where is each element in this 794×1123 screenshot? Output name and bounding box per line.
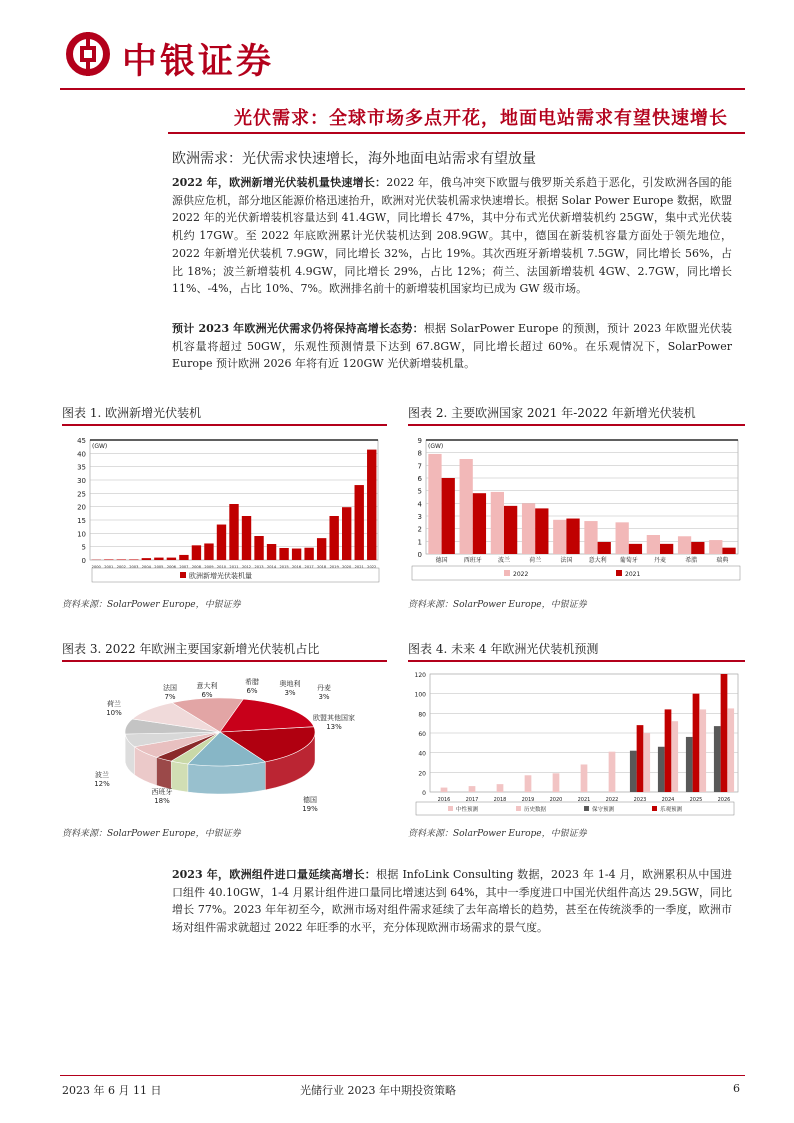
bar	[267, 544, 276, 560]
figure-3-title: 图表 3. 2022 年欧洲主要国家新增光伏装机占比	[62, 642, 320, 656]
x-tick-label: 德国	[435, 557, 448, 564]
figure-4-title: 图表 4. 未来 4 年欧洲光伏装机预测	[408, 642, 599, 656]
bar	[629, 544, 642, 554]
bar	[504, 506, 517, 554]
x-tick-label: 2025	[689, 797, 703, 803]
paragraph-1	[172, 174, 732, 298]
figure-3-source: 资料来源：SolarPower Europe，中银证券	[62, 829, 241, 839]
brand-name: 中银证券	[122, 41, 275, 82]
x-tick-label: 2019	[329, 565, 339, 569]
legend-swatch	[448, 806, 453, 811]
figure-2-source: 资料来源：SolarPower Europe，中银证券	[408, 600, 587, 610]
x-tick-label: 荷兰	[529, 557, 542, 564]
paragraph-3	[172, 866, 732, 937]
y-axis-unit: (GW)	[428, 443, 444, 450]
pie-label-name: 意大利	[196, 682, 218, 690]
x-tick-label: 2002	[116, 565, 126, 569]
bar	[104, 559, 113, 560]
x-tick-label: 2010	[216, 565, 227, 569]
bar	[491, 492, 504, 554]
bar	[355, 485, 364, 560]
x-tick-label: 希腊	[685, 557, 698, 564]
bar	[525, 775, 532, 792]
y-tick-label: 20	[77, 503, 86, 512]
x-tick-label: 西班牙	[463, 557, 482, 564]
y-tick-label: 2	[417, 525, 422, 534]
bar	[671, 721, 678, 792]
bar	[469, 786, 476, 792]
bar	[647, 535, 660, 554]
y-tick-label: 20	[418, 770, 426, 778]
bar	[497, 784, 504, 792]
x-tick-label: 意大利	[588, 557, 607, 564]
x-tick-label: 丹麦	[653, 557, 667, 564]
bar	[584, 521, 597, 554]
bar	[643, 733, 650, 792]
bar	[609, 752, 616, 792]
bar	[217, 525, 226, 560]
subheading: 欧洲需求：光伏需求快速增长，海外地面电站需求有望放量	[172, 151, 536, 167]
bar	[179, 555, 188, 560]
x-tick-label: 2019	[521, 797, 535, 803]
x-tick-label: 2023	[633, 797, 647, 803]
bar	[699, 709, 706, 792]
y-tick-label: 1	[417, 538, 422, 547]
bar	[721, 674, 728, 792]
figure-1-source: 资料来源：SolarPower Europe，中银证券	[62, 600, 241, 610]
y-tick-label: 7	[417, 462, 422, 471]
figure-4-chart	[408, 662, 745, 822]
y-tick-label: 0	[422, 790, 426, 797]
y-tick-label: 4	[417, 500, 422, 509]
pie-label-value: 6%	[201, 691, 213, 699]
logo-square	[80, 46, 96, 62]
legend-label: 2021	[625, 571, 641, 578]
bar	[329, 516, 338, 560]
figure-2-rule	[408, 424, 745, 426]
bar	[660, 544, 673, 554]
y-tick-label: 35	[77, 463, 86, 472]
y-tick-label: 0	[417, 551, 422, 559]
pie-label-name: 希腊	[245, 678, 259, 686]
legend-swatch	[516, 806, 521, 811]
x-tick-label: 葡萄牙	[619, 557, 638, 564]
x-tick-label: 2018	[317, 565, 327, 569]
x-tick-label: 2022	[367, 565, 377, 569]
bar	[714, 726, 721, 792]
bar	[566, 519, 579, 554]
legend-label: 2022	[513, 571, 529, 578]
x-tick-label: 2015	[279, 565, 289, 569]
legend-swatch	[180, 572, 186, 578]
y-tick-label: 15	[77, 517, 86, 525]
page-number: 6	[733, 1082, 740, 1095]
x-tick-label: 2000	[91, 565, 101, 569]
bar	[154, 558, 163, 560]
pie-label-value: 13%	[326, 723, 342, 731]
pie-label-value: 3%	[284, 689, 296, 697]
bar	[598, 542, 611, 554]
figure-2-chart	[408, 428, 745, 588]
x-tick-label: 2014	[266, 565, 277, 569]
bar	[367, 450, 376, 560]
bar	[129, 559, 138, 560]
figure-3-chart	[62, 662, 387, 817]
bar	[535, 508, 548, 554]
y-tick-label: 10	[77, 530, 86, 539]
bar	[691, 542, 704, 554]
pie-label-value: 12%	[94, 780, 110, 788]
bar	[678, 536, 691, 554]
paragraph-1-lead: 2022 年，欧洲新增光伏装机量快速增长：	[172, 176, 387, 189]
paragraph-3-body: 根据 InfoLink Consulting 数据，2023 年 1-4 月，欧洲累积从中国进口组件 40.10GW，1-4 月累计组件进口量同比增速达到 64%，其中一季度进口中国光伏组件高达 29.5GW，同比增长 77%。2023 年年初至今，欧洲市场对组件需求延续了去年高增长的趋势，甚至在传统淡季的一季度，欧洲市场对组件需求就超过 2022 年旺季的水平，充分体现欧洲市场需求的景气度。	[172, 868, 732, 935]
legend-label: 欧洲新增光伏装机量	[189, 572, 252, 580]
x-tick-label: 2021	[354, 565, 364, 569]
y-tick-label: 40	[77, 450, 86, 459]
x-tick-label: 2012	[241, 565, 252, 569]
legend-swatch	[616, 570, 622, 576]
y-tick-label: 40	[418, 750, 426, 758]
y-tick-label: 6	[417, 475, 422, 483]
y-tick-label: 25	[77, 490, 86, 499]
legend-label: 保守预测	[592, 807, 615, 813]
bar	[522, 503, 535, 554]
y-tick-label: 8	[417, 449, 422, 458]
y-tick-label: 3	[417, 513, 422, 521]
bar	[722, 548, 735, 554]
x-tick-label: 2026	[717, 797, 731, 803]
x-tick-label: 2008	[191, 565, 202, 569]
pie-label-name: 西班牙	[151, 788, 173, 796]
x-tick-label: 2018	[493, 797, 507, 803]
x-tick-label: 2024	[661, 797, 675, 803]
x-tick-label: 波兰	[497, 557, 511, 564]
pie-label-name: 波兰	[95, 771, 109, 779]
bar	[553, 773, 560, 792]
bar	[229, 504, 238, 560]
pie-label-value: 6%	[246, 687, 258, 695]
pie-label-name: 欧盟其他国家	[313, 714, 355, 722]
y-tick-label: 5	[81, 543, 86, 552]
bar	[304, 548, 313, 560]
bar	[630, 751, 637, 792]
x-tick-label: 2017	[465, 797, 479, 803]
bar	[342, 507, 351, 560]
x-tick-label: 2004	[141, 565, 151, 569]
pie-label-value: 18%	[154, 797, 170, 805]
x-tick-label: 2009	[204, 565, 214, 569]
x-tick-label: 2011	[229, 565, 239, 569]
bar	[460, 459, 473, 554]
figure-1-chart	[62, 428, 387, 588]
header-rule	[60, 88, 745, 90]
y-tick-label: 80	[418, 711, 426, 719]
bar	[292, 549, 301, 560]
bar	[709, 540, 722, 554]
x-tick-label: 法国	[560, 557, 573, 564]
x-tick-label: 2013	[254, 565, 264, 569]
bar	[693, 694, 700, 792]
x-tick-label: 2022	[605, 797, 619, 803]
pie-slice-side	[188, 762, 265, 794]
x-tick-label: 2020	[342, 565, 352, 569]
bar	[581, 764, 588, 792]
bar	[686, 737, 693, 792]
footer-report-title: 光储行业 2023 年中期投资策略	[300, 1084, 456, 1097]
paragraph-2-body: 根据 SolarPower Europe 的预测，预计 2023 年欧盟光伏装机容量将超过 50GW，乐观性预测情景下达到 67.8GW，同比增长超过 60%。在乐观情况下，SolarPower Europe 预计欧洲 2026 年将有近 120GW 光伏新增装机量。	[172, 322, 732, 371]
x-tick-label: 2017	[304, 565, 314, 569]
bar	[167, 558, 176, 560]
bar	[616, 522, 629, 554]
legend-swatch	[652, 806, 657, 811]
pie-label-name: 奥地利	[279, 680, 301, 688]
pie-label-name: 荷兰	[107, 700, 121, 708]
y-tick-label: 60	[418, 731, 426, 738]
x-tick-label: 2016	[437, 797, 451, 803]
bar	[254, 536, 263, 560]
legend-label: 乐观预测	[660, 807, 683, 813]
bar	[428, 454, 441, 554]
pie-label-value: 3%	[318, 693, 330, 701]
footer-date: 2023 年 6 月 11 日	[62, 1084, 162, 1097]
x-tick-label: 2003	[129, 565, 139, 569]
x-tick-label: 2020	[549, 797, 563, 803]
paragraph-3-lead: 2023 年，欧洲组件进口量延续高增长：	[172, 868, 377, 881]
bar	[665, 709, 672, 792]
pie-label-name: 法国	[163, 684, 177, 692]
bar	[658, 747, 665, 792]
bar	[117, 559, 126, 560]
y-tick-label: 9	[417, 437, 422, 445]
legend-label: 历史数据	[524, 807, 547, 813]
pie-slice-side	[171, 761, 188, 792]
pie-label-value: 7%	[164, 693, 176, 701]
y-tick-label: 5	[417, 487, 422, 496]
pie-slice-side	[156, 757, 171, 789]
x-tick-label: 2006	[166, 565, 176, 569]
bar	[553, 520, 566, 554]
bar	[242, 516, 251, 560]
bar	[317, 538, 326, 560]
footer-rule	[60, 1075, 745, 1076]
x-tick-label: 2021	[577, 797, 591, 803]
bar	[727, 708, 734, 792]
bar	[441, 788, 448, 792]
x-tick-label: 2016	[292, 565, 302, 569]
figure-2-title: 图表 2. 主要欧洲国家 2021 年-2022 年新增光伏装机	[408, 406, 696, 420]
section-title: 光伏需求：全球市场多点开花，地面电站需求有望快速增长	[234, 108, 728, 129]
legend-swatch	[504, 570, 510, 576]
bar	[279, 548, 288, 560]
bar	[204, 543, 213, 560]
bar	[637, 725, 644, 792]
bar	[442, 478, 455, 554]
x-tick-label: 2007	[179, 565, 189, 569]
paragraph-2-lead: 预计 2023 年欧洲光伏需求仍将保持高增长态势：	[172, 322, 424, 335]
bar	[142, 558, 151, 560]
legend-swatch	[584, 806, 589, 811]
paragraph-2	[172, 320, 732, 373]
pie-label-name: 丹麦	[317, 684, 331, 692]
section-rule	[168, 132, 745, 134]
paragraph-1-body: 2022 年，俄乌冲突下欧盟与俄罗斯关系趋于恶化，引发欧洲各国的能源供应危机，部分地区能源价格迅速抬升，欧洲对光伏装机需求快速增长。根据 Solar Power Europe 数据，欧盟 2022 年的光伏新增装机容量达到 41.4GW，同比增长 47%，其中分布式光伏新增装机约 25GW，集中式光伏装机约 17GW。至 2022 年底欧洲累计光伏装机达到 208.9GW。其中，德国在新装机容量方面处于领先地位，2022 年新增光伏装机 7.9GW，同比增长 32%，占比 19%。其次西班牙新增装机 7.5GW，同比增长 56%，占比 18%；波兰新增装机 4.9GW，同比增长 29%，占比 12%；荷兰、法国新增装机 4GW、2.7GW，同比增长 11%、-4%，占比 10%、7%。欧洲排名前十的新增装机国家均已成为 GW 级市场。	[172, 176, 732, 296]
x-tick-label: 瑞典	[716, 557, 729, 564]
y-tick-label: 120	[414, 672, 426, 679]
pie-label-name: 德国	[303, 796, 317, 804]
y-tick-label: 0	[81, 557, 86, 565]
y-tick-label: 45	[77, 437, 86, 445]
figure-4-source: 资料来源：SolarPower Europe，中银证券	[408, 829, 587, 839]
bar	[473, 493, 486, 554]
figure-1-title: 图表 1. 欧洲新增光伏装机	[62, 406, 202, 420]
y-axis-unit: (GW)	[92, 443, 108, 450]
x-tick-label: 2001	[104, 565, 114, 569]
y-tick-label: 30	[77, 477, 86, 485]
figure-1-rule	[62, 424, 387, 426]
legend-label: 中性预测	[456, 807, 479, 813]
pie-label-value: 19%	[302, 805, 318, 813]
legend-box	[412, 566, 740, 580]
pie-label-value: 10%	[106, 709, 122, 717]
x-tick-label: 2005	[154, 565, 164, 569]
y-tick-label: 100	[414, 691, 426, 699]
bar	[192, 545, 201, 560]
